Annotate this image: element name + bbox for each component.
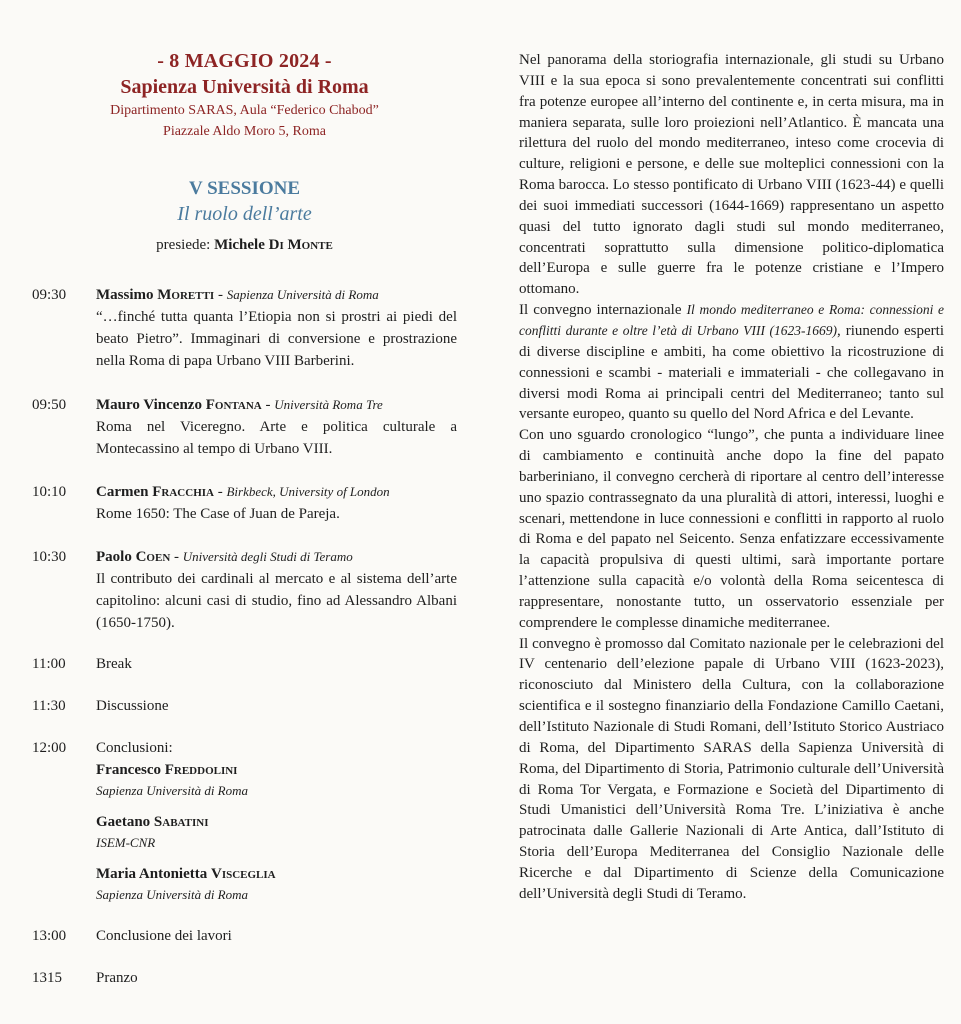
programme-item: 09:30 Massimo Moretti - Sapienza Università di Roma “…finché tutta quanta l’Etiopia non si prostri ai piedi del beato Pietro”. Immaginari di conversione e prostrazione nella Roma di papa Urbano VIII Barberini. (32, 284, 457, 372)
talk-title: “…finché tutta quanta l’Etiopia non si prostri ai piedi del beato Pietro”. Immaginari di conversione e prostrazione nella Roma di papa Urbano VIII Barberini. (96, 309, 457, 369)
programme-item-discussion (32, 695, 457, 717)
speaker-affiliation: Sapienza Università di Roma (96, 887, 249, 902)
programme-column (32, 48, 457, 989)
closing-label: Conclusione dei lavori (96, 928, 232, 944)
item-time: 09:50 (32, 397, 67, 413)
talk-title: Rome 1650: The Case of Juan de Pareja. (96, 506, 340, 522)
chair-label: presiede: (156, 237, 211, 253)
conclusion-speaker (96, 811, 457, 853)
speaker-affiliation: Università degli Studi di Teramo (182, 549, 353, 564)
event-department: Dipartimento SARAS, Aula “Federico Chabod” (110, 103, 379, 118)
event-venue: Sapienza Università di Roma (120, 76, 369, 98)
speaker-affiliation: Birkbeck, University of London (226, 484, 390, 499)
speaker-first-name: Francesco (96, 762, 161, 778)
programme-item-break (32, 653, 457, 675)
intro-paragraph: Con uno sguardo cronologico “lungo”, che punta a individuare linee di cambiamento e continuità anche dopo la fine del papato barberiniano, il convegno cercherà di riportare al centro dell’interesse uno spazio contrassegnato da una pluralità di attori, interessi, luoghi e scenari, mettendone in luce connessioni e conflitti in rapporto al ruolo di Roma e del papato nel Seicento. Senza enfatizzare eccessivamente la capacità propulsiva di questi ultimi, sarà importante portare l’attenzione sulla capacità e/o volontà della Roma seicentesca di rappresentare, nonostante tutto, un osservatorio essenziale per comprendere le complesse dinamiche mediterranee. (519, 427, 944, 631)
programme-item: 09:50 Mauro Vincenzo Fontana - Università Roma Tre Roma nel Viceregno. Arte e politica culturale a Montecassino al tempo di Urbano VIII. (32, 394, 457, 460)
speaker-affiliation: Sapienza Università di Roma (226, 287, 379, 302)
lunch-label: Pranzo (96, 970, 138, 986)
programme-item-conclusions (32, 737, 457, 905)
item-time: 10:10 (32, 484, 67, 500)
programme-item-closing (32, 925, 457, 947)
event-date: - 8 MAGGIO 2024 - (157, 50, 332, 72)
introduction-column (519, 50, 944, 905)
break-label: Break (96, 656, 132, 672)
speaker-last-name: Sabatini (153, 814, 209, 830)
chair-last-name: Di Monte (268, 237, 333, 253)
conclusion-speaker (96, 863, 457, 905)
chair-first-name: Michele (214, 237, 265, 253)
programme-item-lunch (32, 967, 457, 989)
speaker-first-name: Maria Antonietta (96, 866, 208, 882)
programme-list (32, 284, 457, 989)
session-title: Il ruolo dell’arte (177, 203, 312, 225)
speaker-first-name: Massimo (96, 287, 154, 303)
speaker-last-name: Moretti (157, 287, 215, 303)
event-address: Piazzale Aldo Moro 5, Roma (163, 124, 326, 139)
session-heading (32, 176, 457, 254)
speaker-last-name: Fontana (205, 397, 262, 413)
conclusion-speaker (96, 759, 457, 801)
intro-text: Il convegno internazionale (519, 302, 687, 319)
speaker-affiliation: Università Roma Tre (274, 397, 383, 412)
intro-text: , riunendo esperti di diverse discipline e ambiti, ha come obiettivo la ricostruzione di connessioni e scambi - materiali e immateriali - che collegavano in diversi modi Roma ai principali centri del Mediterraneo; tanto sul versante europeo, quanto su quello del Nord Africa e del Levante. (519, 322, 944, 423)
session-chair (32, 237, 457, 254)
programme-item: 10:10 Carmen Fracchia - Birkbeck, University of London Rome 1650: The Case of Juan de Pareja. (32, 481, 457, 525)
speaker-affiliation: Sapienza Università di Roma (96, 783, 249, 798)
speaker-first-name: Carmen (96, 484, 149, 500)
item-time: 11:30 (32, 698, 66, 714)
item-time: 13:00 (32, 928, 67, 944)
discussion-label: Discussione (96, 698, 169, 714)
conference-title: Il mondo mediterraneo e Roma: connessioni e conflitti durante e oltre l’età di Urbano VIII (1623-1669) (519, 302, 944, 338)
speaker-first-name: Paolo (96, 549, 132, 565)
item-time: 11:00 (32, 656, 66, 672)
speaker-affiliation: ISEM-CNR (96, 835, 156, 850)
speaker-last-name: Visceglia (210, 866, 276, 882)
item-time: 12:00 (32, 740, 67, 756)
talk-title: Roma nel Viceregno. Arte e politica culturale a Montecassino al tempo di Urbano VIII. (96, 419, 457, 457)
event-header (32, 48, 457, 142)
speaker-first-name: Gaetano (96, 814, 151, 830)
item-time: 09:30 (32, 287, 67, 303)
speaker-last-name: Fracchia (152, 484, 214, 500)
item-time: 1315 (32, 970, 62, 986)
intro-paragraph: Il convegno è promosso dal Comitato nazionale per le celebrazioni del IV centenario dell’elezione papale di Urbano VIII (1623-2023), riconosciuto dal Ministero della Cultura, con la collaborazione scientifica e il sostegno finanziario della Fondazione Camillo Caetani, dell’Istituto Nazionale di Studi Romani, dell’Istituto Storico Austriaco di Roma, del Dipartimento SARAS della Sapienza Università di Roma, del Dipartimento di Storia, Patrimonio culturale dell’Università di Roma Tor Vergata, e Formazione e Società del Dipartimento di Studi Umanistici dell’Università Roma Tre. L’iniziativa è anche patrocinata dalle Gallerie Nazionali di Arte Antica, dall’Istituto di Storia dell’Europa Mediterranea del Consiglio Nazionale delle Ricerche e dal Dipartimento di Scienze della Comunicazione dell’Università degli Studi di Teramo. (519, 635, 944, 902)
conclusions-label: Conclusioni: (96, 740, 173, 756)
talk-title: Il contributo dei cardinali al mercato e al sistema dell’arte capitolino: alcuni casi di studio, fino ad Alessandro Albani (1650-1750). (96, 571, 457, 631)
intro-paragraph (519, 300, 944, 425)
session-number: V SESSIONE (188, 178, 301, 199)
speaker-last-name: Freddolini (164, 762, 238, 778)
programme-item: 10:30 Paolo Coen - Università degli Studi di Teramo Il contributo dei cardinali al mercato e al sistema dell’arte capitolino: alcuni casi di studio, fino ad Alessandro Albani (1650-1750). (32, 546, 457, 634)
speaker-first-name: Mauro Vincenzo (96, 397, 202, 413)
speaker-last-name: Coen (135, 549, 171, 565)
item-time: 10:30 (32, 549, 67, 565)
intro-paragraph: Nel panorama della storiografia internazionale, gli studi su Urbano VIII e la sua epoca si sono prevalentemente concentrati sui conflitti fra potenze europee all’interno del continente e, in certa misura, ma in maniera separata, sulle loro proiezioni nell’Atlantico. È mancata una rilettura del ruolo del mondo mediterraneo, inteso come crocevia di culture, religioni e persone, e delle sue molteplici connessioni con la Roma barocca. Lo stesso pontificato di Urbano VIII (1623-44) e quelli dei suoi immediati successori (1644-1669) rappresentano un aspetto quasi del tutto ignorato dagli studi sul mondo mediterraneo, concentrati soprattutto sulla dimensione politico-diplomatica dell’Europa e sulle guerre fra le potenze cristiane e l’Impero ottomano. (519, 52, 944, 298)
